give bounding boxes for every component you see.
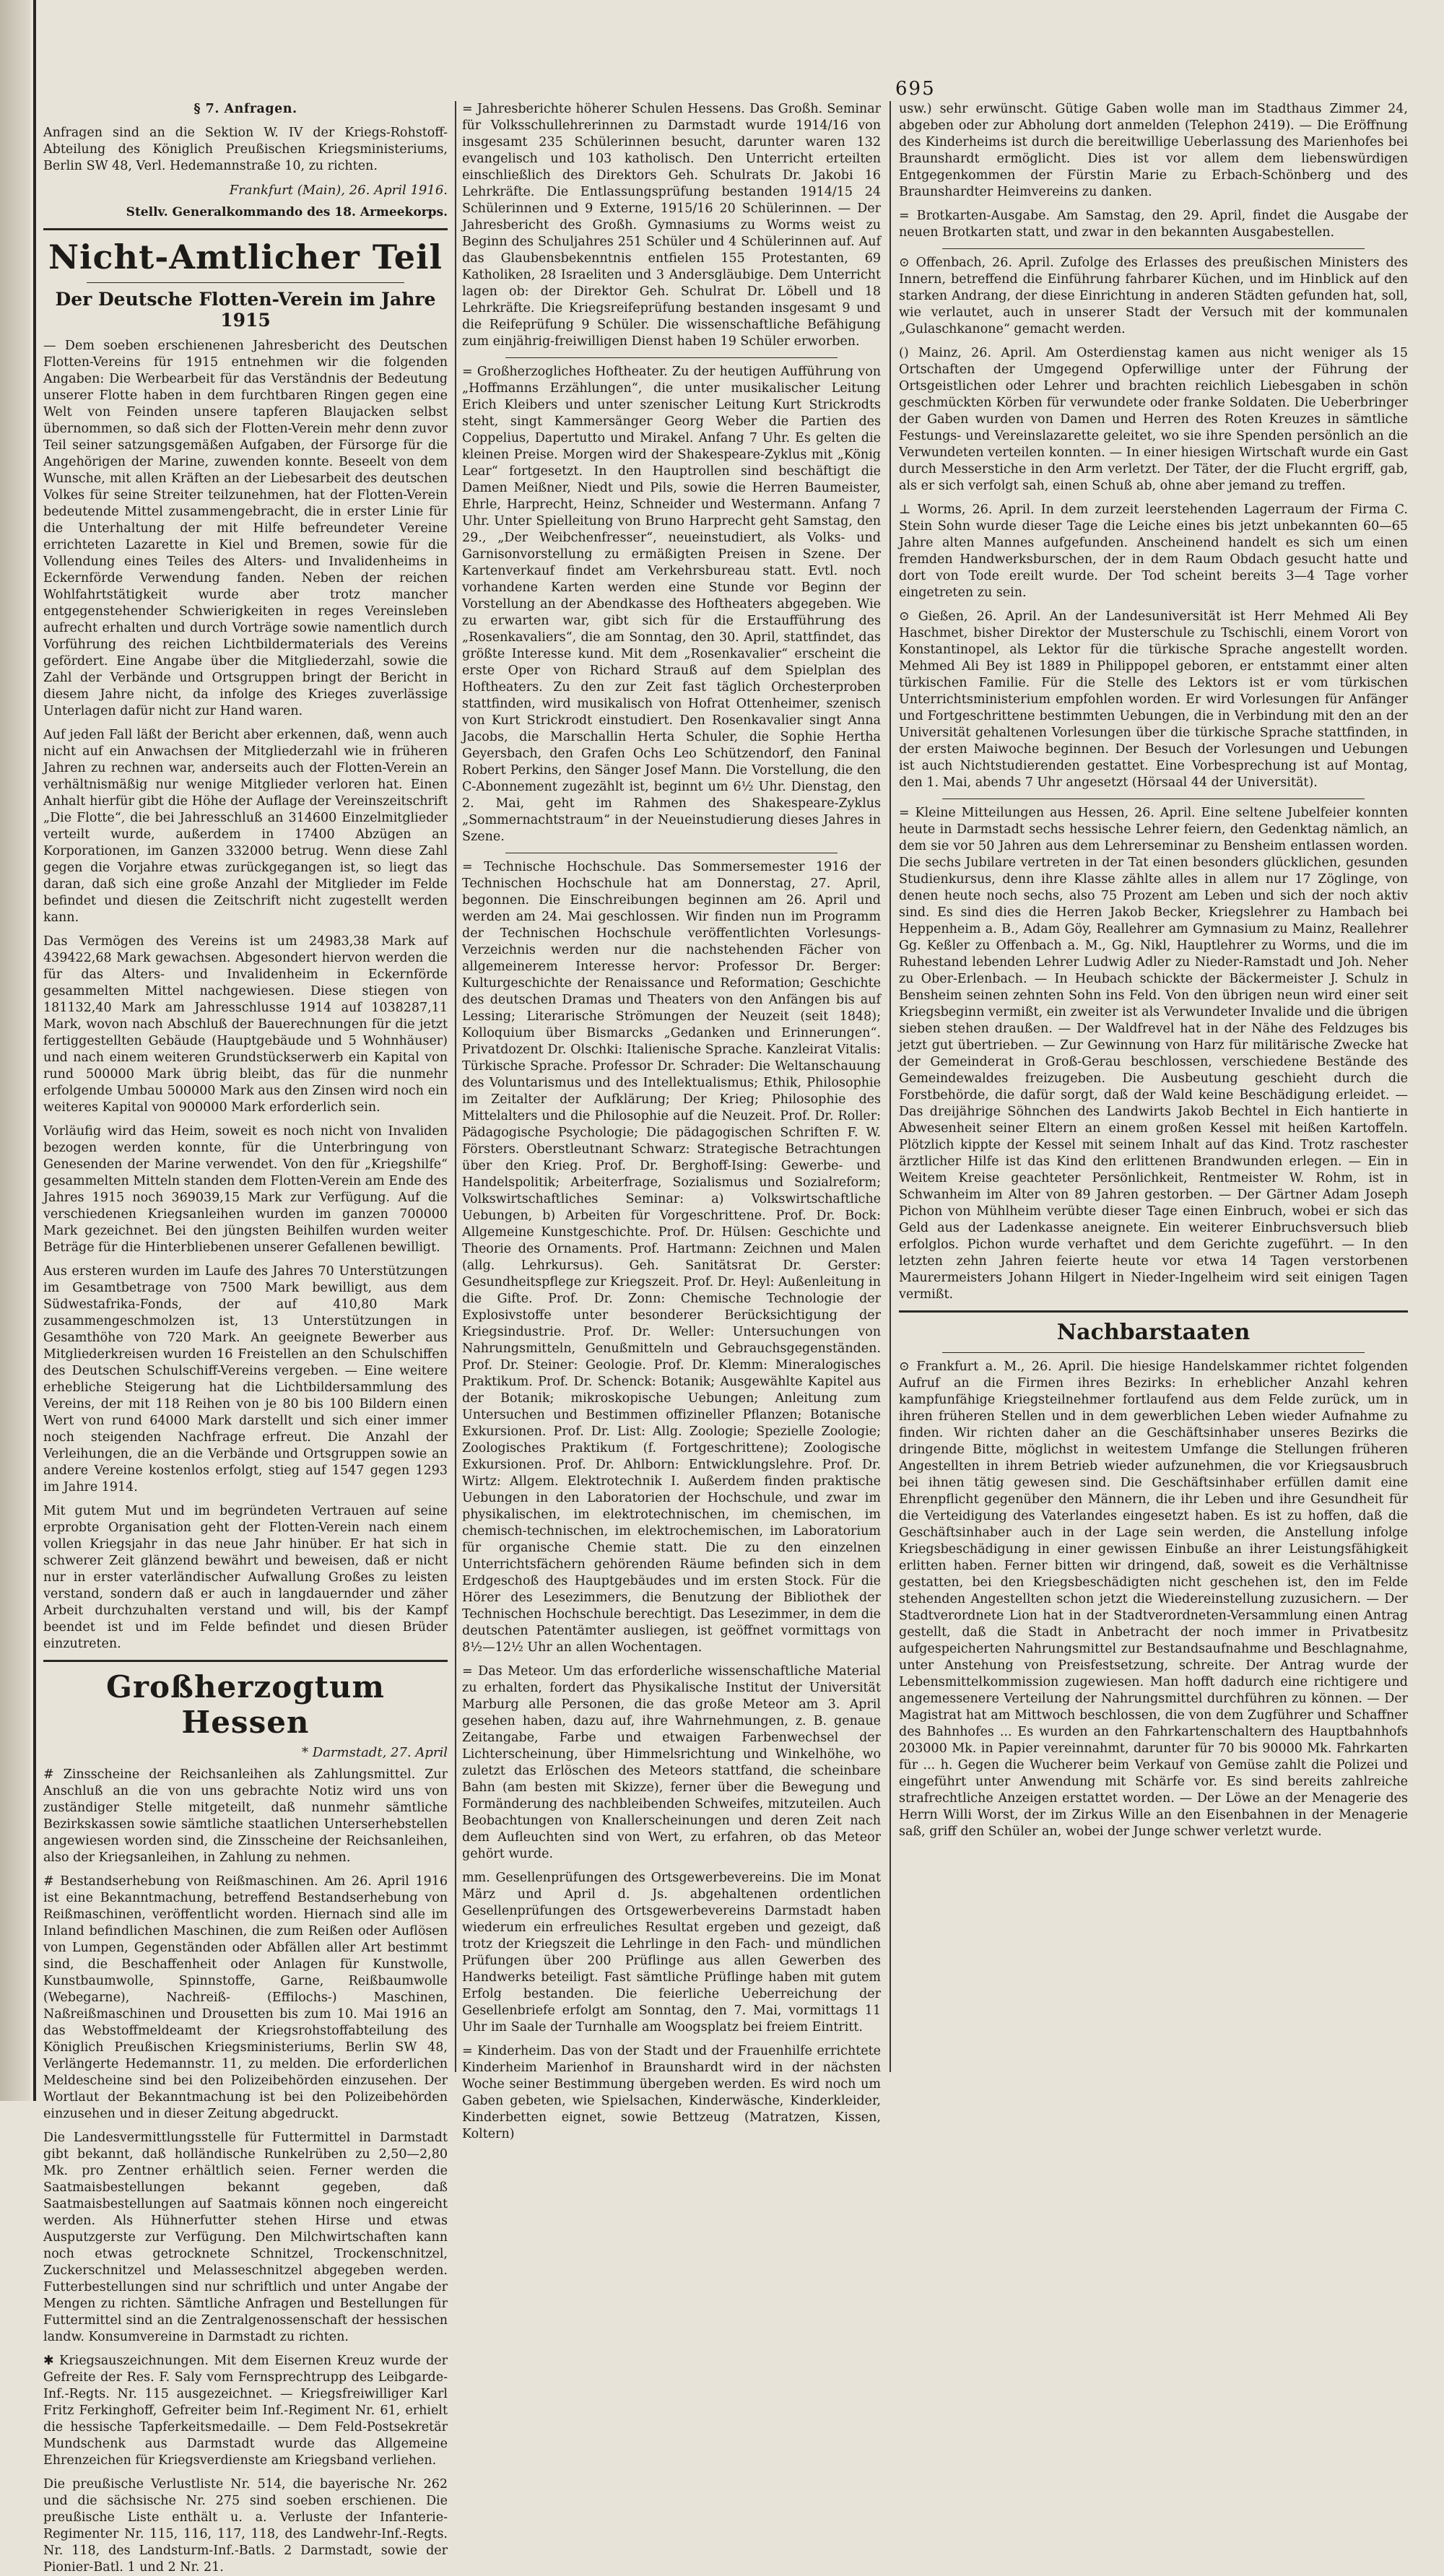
- article-paragraph: () Mainz, 26. April. Am Osterdienstag kamen aus nicht weniger als 15 Ortschaften der Umgegend Opferwillige unter der Führung der Ortsgeistlichen oder Lehrer und brachten reichlich Liebesgaben in schön geschmückten Körben für verwundete oder franke Soldaten. Die Ueberbringer der Gaben wurden von Damen und Herren des Roten Kreuzes in sämtliche Festungs- und Vereinslazarette geleitet, wo sie ihre Spenden persönlich an die Verwundeten verteilen konnten. — In einer hiesigen Wirtschaft wurde ein Gast durch Messerstiche in den Arm verletzt. Der Täter, der die Flucht ergriff, gab, als er sich verfolgt sah, einen Schuß ab, ohne aber jemand zu treffen.: [899, 346, 1408, 493]
- hessen-dateline: * Darmstadt, 27. April: [302, 1745, 448, 1760]
- column-3: [899, 101, 1408, 2079]
- article-paragraph: ⊙ Gießen, 26. April. An der Landesuniversität ist Herr Mehmed Ali Bey Haschmet, bisher Direktor der Musterschule zu Tschischli, einem Vorort von Konstantinopel, als Lektor für die türkische Sprache angestellt worden. Mehmed Ali Bey ist 1889 in Philippopel geboren, er entstammt einer alten türkischen Familie. Für die Stelle des Lektors ist er vom türkischen Unterrichtsministerium empfohlen worden. Er wird Vorlesungen für Anfänger und Fortgeschrittene bestimmten Uebungen, die in Verbindung mit den an der Universität gehaltenen Vorlesungen über die türkische Sprache stattfinden, in der ersten Maiwoche beginnen. Der Besuch der Vorlesungen und Uebungen ist auch Nichtstudierenden gestattet. Eine Vorbesprechung ist auf Montag, den 1. Mai, abends 7 Uhr angesetzt (Hörsaal 44 der Universität).: [899, 609, 1408, 790]
- article-paragraph: mm. Gesellenprüfungen des Ortsgewerbevereins. Die im Monat März und April d. Js. abgehaltenen ordentlichen Gesellenprüfungen des Ortsgewerbevereins Darmstadt haben wiederum ein erfreuliches Resultat ergeben und gezeigt, daß trotz der Kriegszeit die Lehrlinge in den Fach- und mündlichen Prüfungen über 200 Prüflinge aus allen Gewerben des Handwerks beteiligt. Fast sämtliche Prüflinge haben mit gutem Erfolg bestanden. Die feierliche Ueberreichung der Gesellenbriefe erfolgt am Sonntag, den 7. Mai, vormittags 11 Uhr im Saale der Turnhalle am Woogsplatz bei freiem Eintritt.: [462, 1871, 881, 2035]
- divider: [43, 1660, 448, 1662]
- anfragen-dateline: Frankfurt (Main), 26. April 1916.: [229, 183, 448, 198]
- article-paragraph: ✱ Kriegsauszeichnungen. Mit dem Eisernen Kreuz wurde der Gefreite der Res. F. Saly vom Fernsprechtrupp des Leibgarde-Inf.-Regts. Nr. 115 ausgezeichnet. — Kriegsfreiwilliger Karl Fritz Ferkinghoff, Gefreiter beim Inf.-Regiment Nr. 61, erhielt die hessische Tapferkeitsmedaille. — Dem Feld-Postsekretär Mundschenk aus Darmstadt wurde das Allgemeine Ehrenzeichen für Kriegsverdienste am Kriegsband verliehen.: [43, 2354, 448, 2468]
- article-paragraph: — Dem soeben erschienenen Jahresbericht des Deutschen Flotten-Vereins für 1915 entnehmen wir die folgenden Angaben: Die Werbearbeit für das Verständnis der Bedeutung unserer Flotte haben in dem furchtbaren Ringen gegen eine Welt von Feinden unsere tapferen Blaujacken selbst übernommen, so daß sich der Flotten-Verein mehr denn zuvor Teil seiner satzungsgemäßen Aufgaben, der Fürsorge für die Angehörigen der Marine, zuwenden konnte. Beseelt von dem Wunsche, mit allen Kräften an der Liebesarbeit des deutschen Volkes für seine Streiter teilzunehmen, hat der Flotten-Verein bedeutende Mittel zusammengebracht, die in erster Linie für die Unterhaltung der mit Hilfe befreundeter Vereine errichteten Lazarette in Kiel und Bremen, sowie für die Vollendung eines Teiles des Alters- und Invalidenheims in Eckernförde Verwendung fanden. Neben der reichen Wohlfahrtstätigkeit wurde aber trotz mancher entgegenstehender Schwierigkeiten in reges Vereinsleben aufrecht erhalten und durch Vorträge sowie namentlich durch Vorführung des reichen Lichtbildermaterials des Vereins gefördert. Eine Angabe über die Mitgliederzahl, sowie die Zahl der Verbände und Ortsgruppen bringt der Bericht in diesem Jahre nicht, da infolge des Krieges zuverlässige Unterlagen dafür nicht zur Hand waren.: [43, 339, 448, 718]
- article-paragraph: = Das Meteor. Um das erforderliche wissenschaftliche Material zu erhalten, fordert das Physikalische Institut der Universität Marburg alle Personen, die das große Meteor am 3. April gesehen haben, dazu auf, ihre Wahrnehmungen, z. B. genaue Zeitangabe, Farbe und etwaigen Farbenwechsel der Lichterscheinung, über Himmelsrichtung und Winkelhöhe, wo zuletzt das Erlöschen des Meteors stattfand, die scheinbare Bahn (am besten mit Skizze), ferner über die Bewegung und Formänderung des nachbleibenden Schweifes, mitzuteilen. Auch Beobachtungen von Knallerscheinungen und deren Zeit nach dem Aufleuchten sind von Wert, zu erfahren, ob das Meteor gehört wurde.: [462, 1664, 881, 1861]
- column-rule-2: [890, 101, 891, 2072]
- article-paragraph: ⊙ Offenbach, 26. April. Zufolge des Erlasses des preußischen Ministers des Innern, betreffend die Einführung fahrbarer Küchen, und im Hinblick auf den starken Andrang, der diese Einrichtung in anderen Städten gefunden hat, soll, wie verlautet, auch in unserer Stadt der Versuch mit der kommunalen „Gulaschkanone“ gemacht werden.: [899, 256, 1408, 336]
- previous-page-edge: [0, 0, 30, 2101]
- article-paragraph: Die preußische Verlustliste Nr. 514, die bayerische Nr. 262 und die sächsische Nr. 275 sind soeben erschienen. Die preußische Liste enthält u. a. Verluste der Infanterie-Regimenter Nr. 115, 116, 117, 118, des Landwehr-Inf.-Regts. Nr. 118, des Landsturm-Inf.-Batls. 2 Darmstadt, sowie der Pionier-Batl. 1 und 2 Nr. 21.: [43, 2477, 448, 2575]
- article-paragraph: = Kinderheim. Das von der Stadt und der Frauenhilfe errichtete Kinderheim Marienhof in Braunshardt wird in der nächsten Woche seiner Bestimmung übergeben werden. Es wird noch um Gaben gebeten, wie Spielsachen, Kinderwäsche, Kinderkleider, Kinderbetten eignet, sowie Bettzeug (Matratzen, Kissen, Koltern): [462, 2044, 881, 2141]
- divider: [899, 1310, 1408, 1313]
- article-title-flotten-verein: Der Deutsche Flotten-Verein im Jahre 1915: [55, 289, 436, 331]
- article-paragraph: usw.) sehr erwünscht. Gütige Gaben wolle man im Stadthaus Zimmer 24, abgeben oder zur Abholung dort anmelden (Telephon 2419). — Die Eröffnung des Kinderheims ist durch die bereitwillige Ueberlassung des Marienhofes bei Braunshardt ermöglicht. Dies ist vor allem dem liebenswürdigen Entgegenkommen der Fürstin Marie zu Erbach-Schönberg und des Braunshardter Heimvereins zu danken.: [899, 102, 1408, 199]
- article-paragraph: Auf jeden Fall läßt der Bericht aber erkennen, daß, wenn auch nicht auf ein Anwachsen der Mitgliederzahl wie in früheren Jahren zu rechnen war, anderseits auch der Flotten-Verein an verhältnismäßig nur wenige Mitglieder verloren hat. Einen Anhalt hierfür gibt die Höhe der Auflage der Vereinszeitschrift „Die Flotte“, die bei Jahresschluß an 314600 Einzelmitglieder verteilt wurde, außerdem in 17400 Abzügen an Korporationen, im Ganzen 332000 betrug. Wenn diese Zahl gegen die Vorjahre etwas zurückgegangen ist, so liegt das daran, daß sich eine große Anzahl der Mitglieder im Felde befindet und diesen die Zeitschrift nicht zugestellt werden kann.: [43, 728, 448, 925]
- anfragen-signature: Stellv. Generalkommando des 18. Armeekorps.: [126, 205, 448, 219]
- article-paragraph: Die Landesvermittlungsstelle für Futtermittel in Darmstadt gibt bekannt, daß holländische Runkelrüben zu 2,50—2,80 Mk. pro Zentner erhältlich seien. Ferner werden die Saatmaisbestellungen bekannt gegeben, daß Saatmaisbestellungen auf Saatmais können noch eingereicht werden. Als Hühnerfutter stehen Hirse und etwas Ausputzgerste zur Verfügung. Den Milchwirtschaften kann noch etwas getrocknete Schnitzel, Trockenschnitzel, Zuckerschnitzel und Melasseschnitzel abgegeben werden. Futterbestellungen sind nur schriftlich und unter Angabe der Mengen zu richten. Sämtliche Anfragen und Bestellungen für Futtermittel sind an die Zentralgenossenschaft der hessischen landw. Konsumvereine in Darmstadt zu richten.: [43, 2131, 448, 2344]
- section-title-nicht-amtlich: Nicht-Amtlicher Teil: [48, 238, 443, 277]
- page-number: 695: [895, 78, 936, 100]
- divider: [43, 228, 448, 230]
- article-paragraph: Vorläufig wird das Heim, soweit es noch nicht von Invaliden bezogen werden konnte, für die Unterbringung von Genesenden der Marine verwendet. Von den für „Kriegshilfe“ gesammelten Mitteln standen dem Flotten-Verein am Ende des Jahres 1915 noch 369039,15 Mark zur Verfügung. Auf die verschiedenen Kriegsanleihen wurden im ganzen 700000 Mark gezeichnet. Bei den jüngsten Beihilfen wurden weiter Beträge für die Hinterbliebenen unserer Gefallenen bewilligt.: [43, 1124, 448, 1255]
- article-paragraph: # Bestandserhebung von Reißmaschinen. Am 26. April 1916 ist eine Bekanntmachung, betreffend Bestandserhebung von Reißmaschinen, veröffentlicht worden. Hiernach sind alle im Inland befindlichen Maschinen, die zum Reißen oder Auflösen von Lumpen, Gegenständen oder Abfällen aller Art bestimmt sind, die Beschaffenheit oder Anlagen für Kunstwolle, Kunstbaumwolle, Spinnstoffe, Garne, Reißbaumwolle (Webegarne), Nachreiß- (Effilochs-) Maschinen, Naßreißmaschinen und Drousetten bis zum 10. Mai 1916 an das Webstoffmeldeamt der Kriegsrohstoffabteilung des Königlich Preußischen Kriegsministeriums, Berlin SW 48, Verlängerte Hedemannstr. 11, zu melden. Die erforderlichen Meldescheine sind bei den Polizeibehörden einzusehen. Der Wortlaut der Bekanntmachung ist bei den Polizeibehörden einzusehen und in dieser Zeitung abgedruckt.: [43, 1874, 448, 2121]
- article-paragraph: Das Vermögen des Vereins ist um 24983,38 Mark auf 439422,68 Mark gewachsen. Abgesondert hiervon werden die für das Alters- und Invalidenheim in Eckernförde gesammelten Mittel nachgewiesen. Diese stiegen von 181132,40 Mark am Jahresschlusse 1914 auf 1038287,11 Mark, wovon nach Abschluß der Bauerechnungen für die jetzt fertiggestellten Gebäude (Hauptgebäude und 5 Wohnhäuser) und nach einem weiteren Grundstückserwerb ein Kapital von rund 500000 Mark übrig bleibt, das für die nunmehr erfolgende Umbau 500000 Mark aus den Zinsen wird noch ein weiteres Kapital von 900000 Mark erforderlich sein.: [43, 934, 448, 1115]
- article-paragraph: # Zinsscheine der Reichsanleihen als Zahlungsmittel. Zur Anschluß an die von uns gebrachte Notiz wird uns von zuständiger Stelle mitgeteilt, daß nunmehr sämtliche Bezirkskassen sowie sämtliche staatlichen Unterserhebstellen angewiesen worden sind, die Zinsscheine der Reichsanleihen, also der Kriegsanleihen, in Zahlung zu nehmen.: [43, 1767, 448, 1865]
- divider: [87, 282, 404, 283]
- page-edge-rule: [33, 0, 36, 2101]
- column-2: [462, 101, 881, 2141]
- anfragen-title: § 7. Anfragen.: [193, 102, 297, 116]
- section-title-hessen: Großherzogtum Hessen: [106, 1669, 385, 1740]
- column-1: [43, 101, 448, 2575]
- article-paragraph: ⊙ Frankfurt a. M., 26. April. Die hiesige Handelskammer richtet folgenden Aufruf an die Firmen ihres Bezirks: In erheblicher Anzahl kehren kampfunfähige Kriegsteilnehmer fortlaufend aus dem Felde zurück, um in ihren früheren Stellen und in dem gewerblichen Leben wieder Aufnahme zu finden. Wir richten daher an die Geschäftsinhaber unseres Bezirks die dringende Bitte, möglichst in weitestem Umfange die Stellungen früheren Angestellten in ihrem Betrieb wieder aufzunehmen, die vor Kriegsausbruch bei ihnen tätig gewesen sind. Die Geschäftsinhaber erfüllen damit eine Ehrenpflicht gegenüber den Männern, die ihr Leben und ihre Gesundheit für die Verteidigung des Vaterlandes eingesetzt haben. Es ist zu hoffen, daß die Geschäftsinhaber auch in der Lage sein werden, die Anstellung infolge Kriegsbeschädigung in einer gewissen Einbuße an ihrer Leistungsfähigkeit erlitten haben. Ferner bitten wir dringend, daß, soweit es die Verhältnisse gestatten, bei den Kriegsbeschädigten nicht geschehen ist, den im Felde stehenden Angestellten schon jetzt die Wiedereinstellung zuzusichern. — Der Stadtverordnete Lion hat in der Stadtverordneten-Versammlung einen Antrag gestellt, daß die Stadt in Anbetracht der noch immer in Privatbesitz aufgespeicherten Nahrungsmittel zur Bestandsaufnahme und Beschlagnahme, unter Anstehung von Preisfestsetzung, schreite. Der Antrag wurde der Lebensmittelkommission zugewiesen. Man hofft dadurch eine richtigere und angemessenere Verteilung der Nahrungsmittel durchführen zu können. — Der Magistrat hat am Mittwoch beschlossen, die von dem Zugführer und Schaffner des Bahnhofes ... Es wurden an den Fahrkartenschaltern des Hauptbahnhofs 203000 Mk. in Papier vereinnahmt, darunter für 70 bis 90000 Mk. Fahrkarten für ... h. Gegen die Wucherer beim Verkauf von Gemüse zahlt die Polizei und eingeführt unter Anwendung mit Schärfe vor. Es sind bereits zahlreiche strafrechtliche Anzeigen erstattet worden. — Der Löwe an der Menagerie des Herrn Willi Worst, der im Zirkus Wille an den Eisenbahnen in der Menagerie saß, griff den Schüler an, wobei der Junge schwer verletzt wurde.: [899, 1359, 1408, 1839]
- divider: [942, 1352, 1365, 1353]
- article-paragraph: ⊥ Worms, 26. April. In dem zurzeit leerstehenden Lagerraum der Firma C. Stein Sohn wurde dieser Tage die Leiche eines bis jetzt unbekannten 60—65 Jahre alten Mannes aufgefunden. Anscheinend handelt es sich um einen fremden Handwerksburschen, der in dem Raum Obdach gesucht hatte und dort von Tode ereilt wurde. Der Tod scheint bereits 3—4 Tage vorher eingetreten zu sein.: [899, 502, 1408, 600]
- article-paragraph: Aus ersteren wurden im Laufe des Jahres 70 Unterstützungen im Gesamtbetrage von 7500 Mark bewilligt, aus dem Südwestafrika-Fonds, der auf 410,80 Mark zusammengeschmolzen ist, 13 Unterstützungen in Gesamthöhe von 720 Mark. An geeignete Bewerber aus Mitgliederkreisen wurden 16 Freistellen an den Schulschiffen des Deutschen Schulschiff-Vereins vergeben. — Eine weitere erhebliche Steigerung hat die Lichtbildersammlung des Vereins, der mit 118 Reihen von je 80 bis 100 Bildern einen Wert von rund 64000 Mark darstellt und sich einer immer noch steigenden Nachfrage erfreut. Die Anzahl der Verleihungen, die an die Verbände und Ortsgruppen sowie an andere Vereine kostenlos erfolgt, stieg auf 1547 gegen 1293 im Jahre 1914.: [43, 1264, 448, 1494]
- article-paragraph: = Brotkarten-Ausgabe. Am Samstag, den 29. April, findet die Ausgabe der neuen Brotkarten statt, und zwar in den bekannten Ausgabestellen.: [899, 209, 1408, 240]
- article-paragraph: = Jahresberichte höherer Schulen Hessens. Das Großh. Seminar für Volksschullehrerinnen zu Darmstadt wurde 1914/16 von insgesamt 235 Schülerinnen besucht, darunter waren 132 evangelisch und 103 katholisch. Den Unterricht erteilten einschließlich des Direktors Geh. Schulrats Dr. Jakobi 16 Lehrkräfte. Die Entlassungsprüfung bestanden 1914/15 24 Schülerinnen und 9 Externe, 1915/16 20 Schülerinnen. — Der Jahresbericht des Großh. Gymnasiums zu Worms weist zu Beginn des Schuljahres 251 Schüler und 4 Schülerinnen auf. Auf das Glaubensbekenntnis entfielen 155 Protestanten, 69 Katholiken, 28 Israeliten und 3 Andersgläubige. Dem Unterricht lagen ob: der Direktor Geh. Schulrat Dr. Löbell und 18 Lehrkräfte. Die Kriegsreifeprüfung bestanden insgesamt 9 und die Reifeprüfung 9 Schüler. Die wissenschaftliche Befähigung zum einjährig-freiwilligen Dienst haben 19 Schüler erworben.: [462, 102, 881, 349]
- article-paragraph: = Großherzogliches Hoftheater. Zu der heutigen Aufführung von „Hoffmanns Erzählungen“, die unter musikalischer Leitung Erich Kleibers und unter szenischer Leitung Kurt Strickrodts steht, singt Kammersänger Georg Weber die Partien des Coppelius, Dapertutto und Mirakel. Anfang 7 Uhr. Es gelten die kleinen Preise. Morgen wird der Shakespeare-Zyklus mit „König Lear“ fortgesetzt. In den Hauptrollen sind beschäftigt die Damen Meißner, Niedt und Pils, sowie die Herren Baumeister, Ehrle, Harprecht, Heinz, Schneider und Westermann. Anfang 7 Uhr. Unter Spielleitung von Bruno Harprecht geht Samstag, den 29., „Der Weibchenfresser“, neueinstudiert, als Volks- und Garnisonvorstellung zu ermäßigten Preisen in Szene. Der Kartenverkauf findet am Verkehrsbureau statt. Evtl. noch vorhandene Karten werden eine Stunde vor Beginn der Vorstellung an der Abendkasse des Hoftheaters abgegeben. Wie zu erwarten war, gibt sich für die Erstaufführung des „Rosenkavaliers“, die am Sonntag, den 30. April, stattfindet, das größte Interesse kund. Mit dem „Rosenkavalier“ erscheint die erste Oper von Richard Strauß auf dem Spielplan des Hoftheaters. Zu den zur Zeit fast täglich Orchesterproben stattfinden, wird musikalisch von Hofrat Ottenheimer, szenisch von Kurt Strickrodt einstudiert. Den Rosenkavalier singt Anna Jacobs, die Marschallin Herta Schuler, die Sophie Hertha Geyersbach, den Grafen Ochs Leo Schützendorf, den Faninal Robert Perkins, den Sänger Josef Mann. Die Vorstellung, die den C-Abonnement zugezählt ist, beginnt um 6½ Uhr. Dienstag, den 2. Mai, geht im Rahmen des Shakespeare-Zyklus „Sommernachtstraum“ in der Neueinstudierung dieses Jahres in Szene.: [462, 365, 881, 844]
- anfragen-body: Anfragen sind an die Sektion W. IV der Kriegs-Rohstoff-Abteilung des Königlich Preußischen Kriegsministeriums, Berlin SW 48, Verl. Hedemannstraße 10, zu richten.: [43, 126, 448, 173]
- article-paragraph: = Kleine Mitteilungen aus Hessen, 26. April. Eine seltene Jubelfeier konnten heute in Darmstadt sechs hessische Lehrer feiern, den Gedenktag nämlich, an dem sie vor 50 Jahren aus dem Lehrerseminar zu Bensheim entlassen worden. Die sechs Jubilare vertreten in der Tat einen besonders glücklichen, gesunden Studienkursus, denn ihre Klasse zählte alles in allem nur 17 Zöglinge, von denen heute noch sechs, also 75 Prozent am Leben und sich der noch aktiv sind. Es sind dies die Herren Jakob Becker, Kriegslehrer zu Hambach bei Heppenheim a. B., Adam Göy, Reallehrer am Gymnasium zu Mainz, Reallehrer Gg. Keßler zu Offenbach a. M., Gg. Nikl, Hauptlehrer zu Worms, und die im Ruhestand lebenden Lehrer Ludwig Adler zu Nieder-Ramstadt und Joh. Neher zu Ober-Erlenbach. — In Heubach schickte der Bäckermeister J. Schulz in Bensheim seinen zehnten Sohn ins Feld. Von den übrigen neun wird einer seit Kriegsbeginn vermißt, ein zweiter ist als Verwundeter Invalide und die übrigen sieben stehen draußen. — Der Waldfrevel hat in der Nähe des Feldzuges bis jetzt gut übertrieben. — Zur Gewinnung von Harz für militärische Zwecke hat der Gemeinderat in Groß-Gerau beschlossen, verschiedene Bestände des Gemeindewaldes freizugeben. Die Ausbeutung geschieht durch die Forstbehörde, die dafür sorgt, daß der Wald keine Beschädigung erleidet. — Das dreijährige Söhnchen des Landwirts Jakob Bechtel in Eich hantierte in Abwesenheit seiner Eltern an einem großen Kessel mit heißen Kartoffeln. Plötzlich kippte der Kessel mit seinem Inhalt auf das Kind. Trotz raschester ärztlicher Hilfe ist das Kind den erlittenen Brandwunden erlegen. — Ein in Weitem Kreise geachteter Persönlichkeit, Rentmeister W. Rohm, ist in Schwanheim im Alter von 89 Jahren gestorben. — Der Gärtner Adam Joseph Pichon von Mühlheim verübte dieser Tage einen Einbruch, wobei er sich das Geld aus der Ladenkasse aneignete. Ein weiterer Einbruchsversuch blieb erfolglos. Pichon wurde verhaftet und dem Gerichte zugeführt. — In den letzten zehn Jahren feierte heute vor etwa 14 Tagen verstorbenen Maurermeisters Johann Hilgert in Nieder-Ingelheim wird seit einigen Tagen vermißt.: [899, 806, 1408, 1302]
- article-paragraph: = Technische Hochschule. Das Sommersemester 1916 der Technischen Hochschule hat am Donnerstag, 27. April, begonnen. Die Einschreibungen beginnen am 26. April und werden am 24. Mai geschlossen. Wir finden nun im Programm der Technischen Hochschule veröffentlichten Vorlesungs-Verzeichnis werden nur die nachstehenden Fächer von allgemeinerem Interesse hervor: Professor Dr. Berger: Kulturgeschichte der Renaissance und Reformation; Geschichte des deutschen Dramas und Theaters von den Anfängen bis auf Lessing; Literarische Strömungen der Neuzeit (seit 1848); Kolloquium über Bismarcks „Gedanken und Erinnerungen“. Privatdozent Dr. Olschki: Italienische Sprache. Kanzleirat Vitalis: Türkische Sprache. Professor Dr. Schrader: Die Weltanschauung des Voluntarismus und des Intellektualismus; Ethik, Philosophie im Zeitalter der Aufklärung; Der Krieg; Philosophie des Mittelalters und die Philosophie auf die Neuzeit. Prof. Dr. Roller: Pädagogische Psychologie; Die pädagogischen Schriften F. W. Försters. Oberstleutnant Schwarz: Strategische Betrachtungen über den Krieg. Prof. Dr. Berghoff-Ising: Gewerbe- und Handelspolitik; Arbeiterfrage, Sozialismus und Sozialreform; Volkswirtschaftliches Seminar: a) Volkswirtschaftliche Uebungen, b) Arbeiten für Vorgeschrittene. Prof. Dr. Bock: Allgemeine Kunstgeschichte. Prof. Dr. Hülsen: Geschichte und Theorie des Ornaments. Prof. Hartmann: Zeichnen und Malen (allg. Lehrkursus). Geh. Sanitätsrat Dr. Gerster: Gesundheitspflege zur Kriegszeit. Prof. Dr. Heyl: Außenleitung in die Gifte. Prof. Dr. Zonn: Chemische Technologie der Explosivstoffe unter besonderer Berücksichtigung der Kriegsindustrie. Prof. Dr. Weller: Untersuchungen von Nahrungsmitteln, Genußmitteln und Gebrauchsgegenständen. Prof. Dr. Steiner: Geologie. Prof. Dr. Klemm: Mineralogisches Praktikum. Prof. Dr. Schenck: Botanik; Ausgewählte Kapitel aus der Botanik; mikroskopische Uebungen; Anleitung zum Untersuchen und Bestimmen offizineller Pflanzen; Botanische Exkursionen. Prof. Dr. List: Allg. Zoologie; Spezielle Zoologie; Zoologisches Praktikum (f. Fortgeschrittene); Zoologische Exkursionen. Prof. Dr. Ahlborn: Entwicklungslehre. Prof. Dr. Wirtz: Allgem. Elektrotechnik I. Außerdem finden praktische Uebungen in den Laboratorien der Hochschule, und zwar im physikalischen, im elektrotechnischen, im chemischen, im chemisch-technischen, im elektrochemischen, im Laboratorium für organische Chemie statt. Die zu den einzelnen Unterrichtsfächern gehörenden Räume befinden sich in dem Erdgeschoß des Hauptgebäudes und im ersten Stock. Für die Hörer des Lesezimmers, die Benutzung der Bibliothek der Technischen Hochschule berechtigt. Das Lesezimmer, in dem die deutschen Patentämter ausliegen, ist geöffnet vormittags von 8½—12½ Uhr an allen Wochentagen.: [462, 860, 881, 1655]
- section-title-nachbarstaaten: Nachbarstaaten: [1056, 1320, 1251, 1345]
- article-paragraph: Mit gutem Mut und im begründeten Vertrauen auf seine erprobte Organisation geht der Flotten-Verein nach einem vollen Kriegsjahr in das neue Jahr hinüber. Er hat sich in schwerer Zeit glänzend bewährt und beweisen, daß er nicht nur in erster vaterländischer Aufwallung Großes zu leisten verstand, sondern daß er auch in langdauernder und zäher Arbeit durchzuhalten verstand und will, bis der Kampf beendet ist und im Felde befindet und diesen Brüder einzutreten.: [43, 1504, 448, 1651]
- divider: [942, 248, 1365, 249]
- column-rule-1: [455, 101, 456, 2072]
- divider: [505, 357, 838, 358]
